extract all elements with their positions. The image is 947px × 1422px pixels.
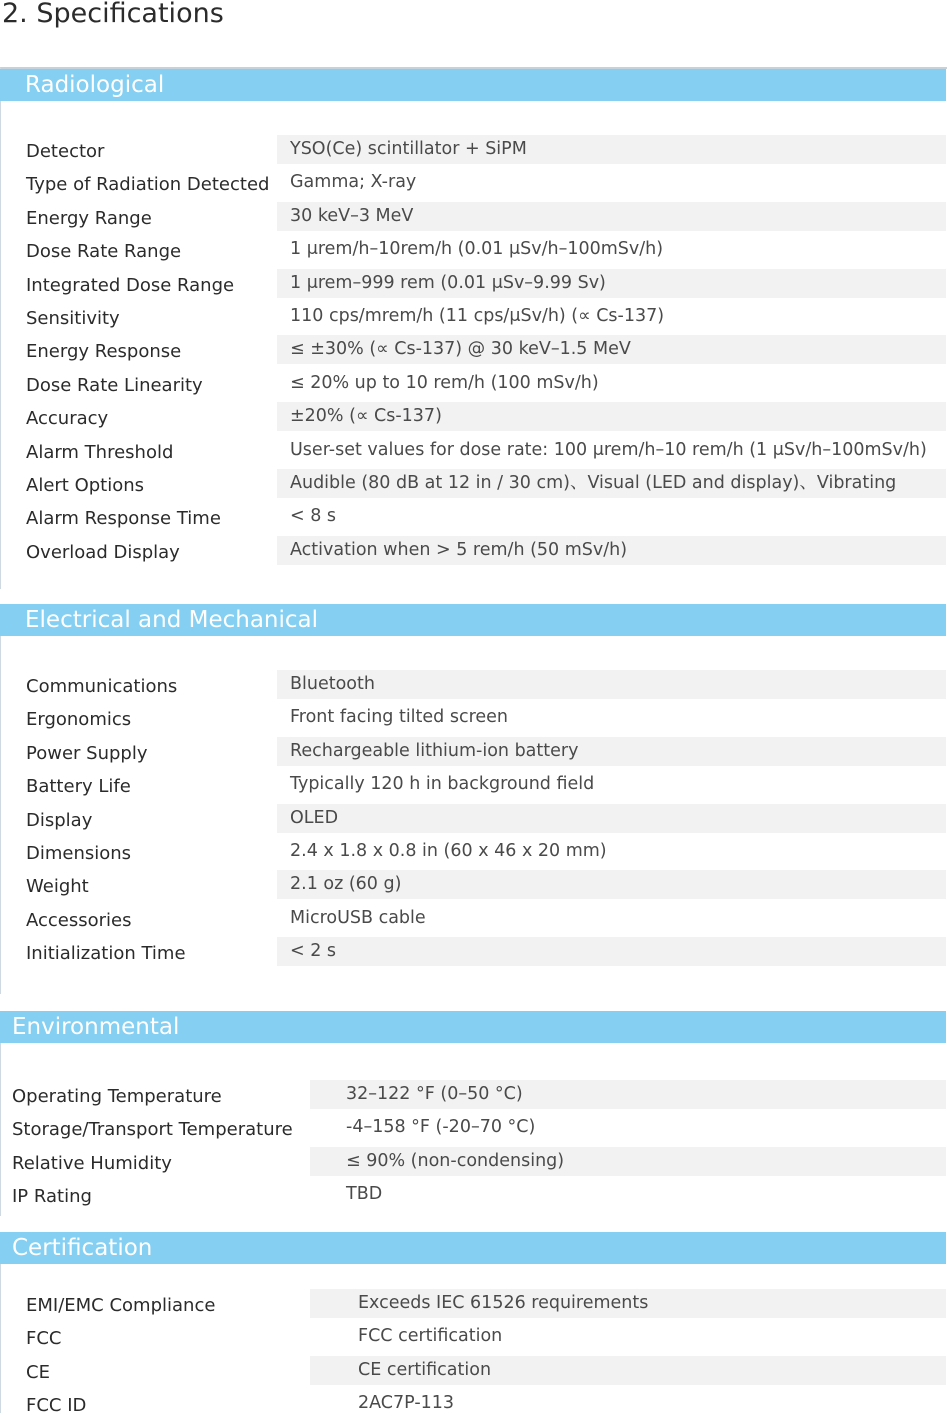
table-row	[0, 1180, 946, 1213]
spec-label: Ergonomics	[26, 709, 132, 731]
table-row	[0, 202, 946, 235]
table-row	[0, 402, 946, 435]
spec-value-text: 1 μrem/h–10rem/h (0.01 μSv/h–100mSv/h)	[290, 239, 664, 260]
table-row	[0, 1289, 946, 1322]
spec-label: FCC	[26, 1328, 62, 1350]
spec-label: Dose Rate Linearity	[26, 374, 203, 396]
spec-value-text: Front facing tilted screen	[290, 707, 509, 728]
table-row	[0, 235, 946, 268]
spec-label: Power Supply	[26, 742, 148, 764]
spec-value	[310, 1389, 946, 1418]
spec-label: Display	[26, 809, 93, 831]
spec-label: Alarm Response Time	[26, 508, 221, 530]
spec-value	[277, 737, 946, 766]
spec-label: CE	[26, 1361, 50, 1383]
spec-value-text: 110 cps/mrem/h (11 cps/μSv/h) (∝ Cs-137)	[290, 306, 665, 326]
spec-value	[277, 469, 946, 498]
spec-value-text: OLED	[290, 807, 339, 828]
spec-value-text: 2AC7P-113	[358, 1393, 455, 1414]
spec-label: Overload Display	[26, 541, 180, 563]
spec-label: Alert Options	[26, 475, 145, 496]
spec-value-text: CE certification	[358, 1359, 492, 1380]
spec-value-text: Rechargeable lithium-ion battery	[290, 740, 579, 761]
spec-label: IP Rating	[12, 1186, 92, 1208]
spec-value-text: Bluetooth	[290, 674, 375, 694]
spec-value-text: FCC certification	[358, 1326, 503, 1347]
spec-value	[277, 235, 946, 264]
spec-value	[277, 870, 946, 899]
spec-label: Storage/Transport Temperature	[12, 1119, 293, 1141]
spec-label: Detector	[26, 141, 105, 162]
spec-value	[277, 804, 946, 833]
spec-label: Operating Temperature	[12, 1086, 222, 1107]
spec-label: Sensitivity	[26, 308, 120, 329]
table-row	[0, 269, 946, 302]
spec-value-text: ≤ 20% up to 10 rem/h (100 mSv/h)	[290, 372, 599, 393]
table-row	[0, 837, 946, 870]
spec-label: FCC ID	[26, 1395, 87, 1417]
table-row	[0, 436, 946, 469]
spec-value-text: 1 μrem–999 rem (0.01 μSv–9.99 Sv)	[290, 272, 606, 293]
table-row	[0, 703, 946, 736]
spec-value	[310, 1147, 946, 1176]
spec-value-text: < 8 s	[290, 506, 337, 527]
section-header-environmental: Environmental	[0, 1011, 946, 1043]
spec-value	[277, 837, 946, 866]
table-row	[0, 469, 946, 502]
spec-value	[277, 168, 946, 197]
spec-label: Energy Response	[26, 341, 182, 363]
table-row	[0, 1356, 946, 1389]
spec-value	[310, 1356, 946, 1385]
table-row	[0, 1080, 946, 1113]
spec-value-text: Gamma; X-ray	[290, 172, 417, 193]
table-row	[0, 870, 946, 903]
spec-value	[277, 302, 946, 331]
table-row	[0, 369, 946, 402]
spec-value	[277, 670, 946, 699]
spec-value	[277, 202, 946, 231]
spec-value-text: 2.1 oz (60 g)	[290, 874, 402, 895]
spec-value-text: ±20% (∝ Cs-137)	[290, 406, 442, 427]
spec-label: Dose Rate Range	[26, 241, 182, 263]
spec-label: Dimensions	[26, 843, 132, 864]
spec-value-text: ≤ ±30% (∝ Cs-137) @ 30 keV–1.5 MeV	[290, 339, 631, 360]
spec-value	[277, 135, 946, 164]
spec-label: Integrated Dose Range	[26, 274, 235, 296]
spec-value	[277, 937, 946, 966]
table-row	[0, 536, 946, 569]
table-row	[0, 135, 946, 168]
spec-label: Battery Life	[26, 776, 131, 798]
spec-label: Relative Humidity	[12, 1152, 172, 1174]
table-row	[0, 1322, 946, 1355]
spec-value	[277, 402, 946, 431]
spec-value	[310, 1113, 946, 1142]
spec-value-text: MicroUSB cable	[290, 907, 426, 928]
table-row	[0, 502, 946, 535]
spec-value	[277, 536, 946, 565]
spec-label: Weight	[26, 876, 89, 898]
spec-label: Alarm Threshold	[26, 441, 174, 463]
table-row	[0, 937, 946, 970]
spec-value	[277, 502, 946, 531]
spec-value-text: Activation when > 5 rem/h (50 mSv/h)	[290, 539, 628, 560]
spec-value	[310, 1180, 946, 1209]
spec-value	[277, 436, 946, 465]
spec-value-text: Audible (80 dB at 12 in / 30 cm)、Visual (LED and display)、Vibrating	[290, 473, 897, 493]
page-title: 2. Specifications	[2, 0, 224, 29]
spec-label: Type of Radiation Detected	[26, 174, 270, 196]
spec-value-text: Exceeds IEC 61526 requirements	[358, 1293, 649, 1313]
table-row	[0, 737, 946, 770]
spec-value-text: Typically 120 h in background field	[290, 774, 595, 795]
section-header-radiological: Radiological	[0, 69, 946, 101]
spec-label: Initialization Time	[26, 943, 186, 965]
table-row	[0, 770, 946, 803]
section-header-certification: Certification	[0, 1232, 946, 1264]
table-row	[0, 670, 946, 703]
table-row	[0, 1147, 946, 1180]
spec-value-text: < 2 s	[290, 941, 337, 962]
spec-value	[277, 770, 946, 799]
spec-value	[277, 369, 946, 398]
spec-label: Accuracy	[26, 408, 109, 430]
spec-value	[310, 1080, 946, 1109]
table-row	[0, 1389, 946, 1422]
spec-value	[277, 269, 946, 298]
section-header-electrical: Electrical and Mechanical	[0, 604, 946, 636]
spec-value	[277, 703, 946, 732]
spec-value	[277, 904, 946, 933]
spec-value-text: ≤ 90% (non-condensing)	[346, 1150, 565, 1171]
spec-value-text: -4–158 °F (-20–70 °C)	[346, 1117, 536, 1138]
table-row	[0, 904, 946, 937]
spec-value	[277, 335, 946, 364]
spec-value-text: YSO(Ce) scintillator + SiPM	[290, 139, 527, 159]
table-row	[0, 168, 946, 201]
spec-value-text: User-set values for dose rate: 100 μrem/h–10 rem/h (1 μSv/h–100mSv/h)	[290, 439, 927, 460]
spec-value-text: TBD	[346, 1184, 383, 1205]
table-row	[0, 1113, 946, 1146]
spec-value	[310, 1322, 946, 1351]
spec-value	[310, 1289, 946, 1318]
spec-value-text: 2.4 x 1.8 x 0.8 in (60 x 46 x 20 mm)	[290, 841, 607, 861]
spec-label: Energy Range	[26, 207, 152, 229]
spec-value-text: 32–122 °F (0–50 °C)	[346, 1084, 523, 1104]
table-row	[0, 804, 946, 837]
spec-label: EMI/EMC Compliance	[26, 1295, 216, 1316]
table-row	[0, 302, 946, 335]
spec-label: Communications	[26, 676, 178, 697]
table-row	[0, 335, 946, 368]
spec-label: Accessories	[26, 909, 132, 931]
spec-value-text: 30 keV–3 MeV	[290, 205, 414, 226]
